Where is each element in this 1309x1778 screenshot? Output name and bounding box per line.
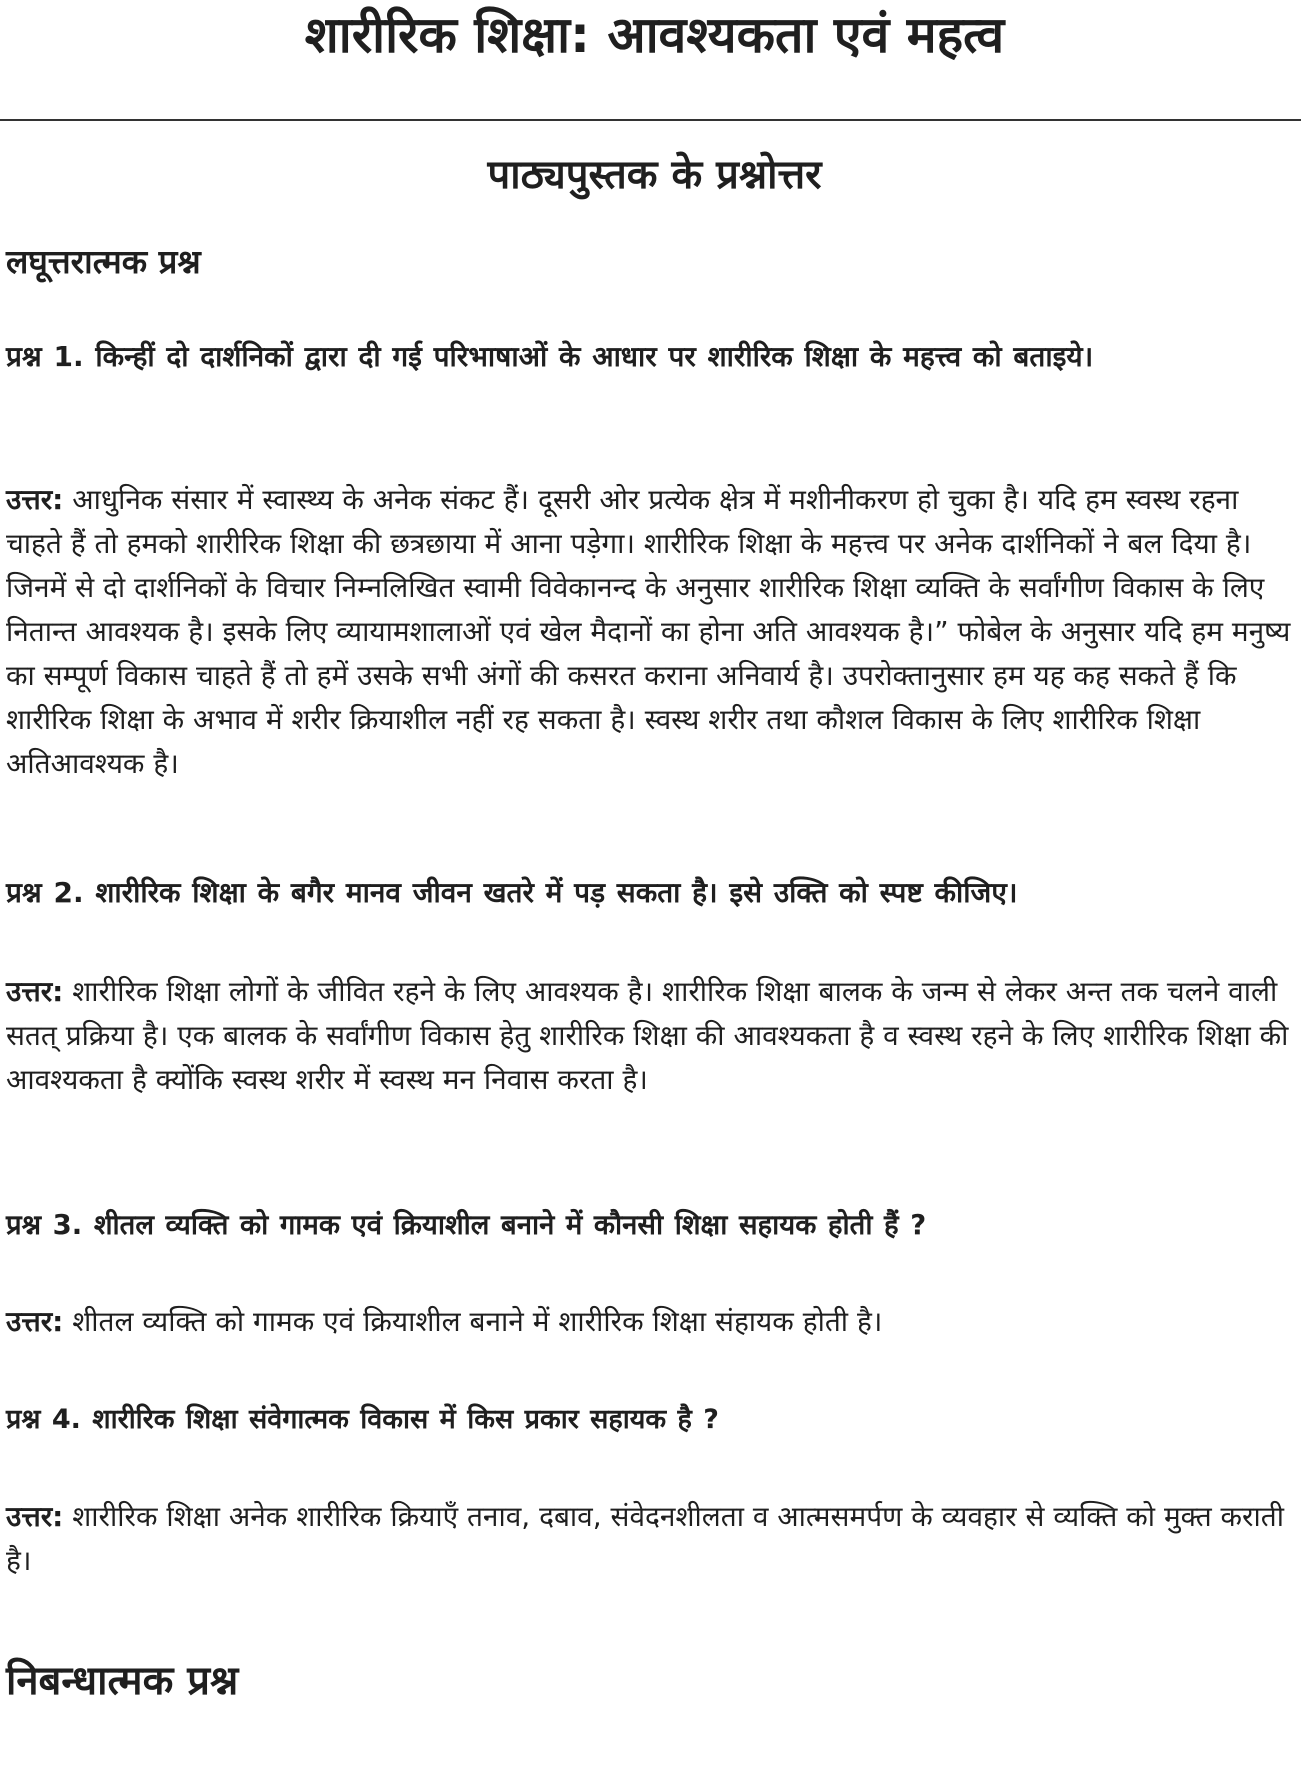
question-4 xyxy=(6,1399,1302,1441)
question-1 xyxy=(6,336,1302,378)
answer-label: उत्तर: xyxy=(6,483,64,516)
short-answer-heading: लघूत्तरात्मक प्रश्न xyxy=(6,242,201,281)
question-4-text: प्रश्न 4. शारीरिक शिक्षा संवेगात्मक विकास में किस प्रकार सहायक है ? xyxy=(6,1404,719,1435)
question-3 xyxy=(6,1204,1302,1246)
answer-4-text: शारीरिक शिक्षा अनेक शारीरिक क्रियाएँ तनाव, दबाव, संवेदनशीलता व आत्मसमर्पण के व्यवहार से व्यक्ति को मुक्त कराती है। xyxy=(6,1500,1284,1577)
answer-label: उत्तर: xyxy=(6,975,64,1008)
question-2 xyxy=(6,872,1302,914)
answer-1 xyxy=(6,478,1302,786)
question-2-text: प्रश्न 2. शारीरिक शिक्षा के बगैर मानव जीवन खतरे में पड़ सकता है। इसे उक्ति को स्पष्ट कीजिए। xyxy=(6,876,1018,909)
answer-label: उत्तर: xyxy=(6,1500,64,1533)
title-divider xyxy=(0,119,1301,121)
answer-1-text: आधुनिक संसार में स्वास्थ्य के अनेक संकट हैं। दूसरी ओर प्रत्येक क्षेत्र में मशीनीकरण हो चुका है। यदि हम स्वस्थ रहना चाहते हैं तो हमको शारीरिक शिक्षा की छत्रछाया में आना पड़ेगा। शारीरिक शिक्षा के महत्त्व पर अनेक दार्शनिकों ने बल दिया है। जिनमें से दो दार्शनिकों के विचार निम्नलिखित स्वामी विवेकानन्द के अनुसार शारीरिक शिक्षा व्यक्ति के सर्वांगीण विकास के लिए नितान्त आवश्यक है। इसके लिए व्यायामशालाओं एवं खेल मैदानों का होना अति आवश्यक है।” फोबेल के अनुसार यदि हम मनुष्य का सम्पूर्ण विकास चाहते हैं तो हमें उसके सभी अंगों की कसरत कराना अनिवार्य है। उपरोक्तानुसार हम यह कह सकते हैं कि शारीरिक शिक्षा के अभाव में शरीर क्रियाशील नहीं रह सकता है। स्वस्थ शरीर तथा कौशल विकास के लिए शारीरिक शिक्षा अतिआवश्यक है। xyxy=(6,483,1291,780)
question-1-text: प्रश्न 1. किन्हीं दो दार्शनिकों द्वारा दी गई परिभाषाओं के आधार पर शारीरिक शिक्षा के महत्त्व को बताइये। xyxy=(6,340,1094,373)
essay-heading: निबन्धात्मक प्रश्न xyxy=(6,1658,239,1704)
page-title: शारीरिक शिक्षा: आवश्यकता एवं महत्व xyxy=(304,6,1005,64)
question-3-text: प्रश्न 3. शीतल व्यक्ति को गामक एवं क्रियाशील बनाने में कौनसी शिक्षा सहायक होती हैं ? xyxy=(6,1209,927,1241)
answer-2-text: शारीरिक शिक्षा लोगों के जीवित रहने के लिए आवश्यक है। शारीरिक शिक्षा बालक के जन्म से लेकर अन्त तक चलने वाली सतत् प्रक्रिया है। एक बालक के सर्वांगीण विकास हेतु शारीरिक शिक्षा की आवश्यकता है व स्वस्थ रहने के लिए शारीरिक शिक्षा की आवश्यकता है क्योंकि स्वस्थ शरीर में स्वस्थ मन निवास करता है। xyxy=(6,975,1289,1096)
answer-4 xyxy=(6,1495,1302,1583)
answer-3 xyxy=(6,1300,1302,1344)
answer-label: उत्तर: xyxy=(6,1305,64,1338)
section-title: पाठ्यपुस्तक के प्रश्नोत्तर xyxy=(487,152,822,198)
answer-2 xyxy=(6,970,1302,1102)
answer-3-text: शीतल व्यक्ति को गामक एवं क्रियाशील बनाने में शारीरिक शिक्षा संहायक होती है। xyxy=(72,1305,883,1338)
